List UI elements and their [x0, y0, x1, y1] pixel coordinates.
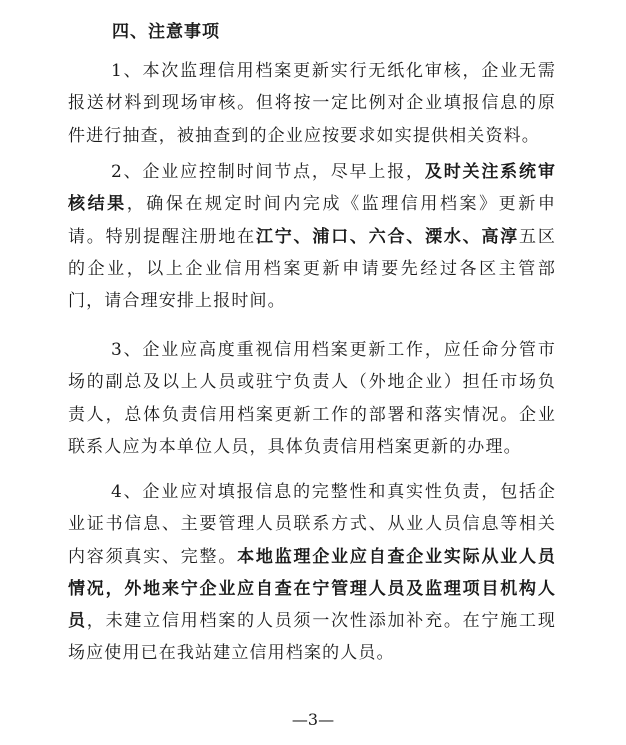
paragraph-2-text-end: 五区的企业，以上企业信用档案更新申请要先经过各区主管部门，请合理安排上报时间。: [68, 226, 556, 312]
paragraph-4: [68, 476, 556, 670]
section-heading: 四、注意事项: [112, 22, 220, 42]
paragraph-2-text: 2、企业应控制时间节点，尽早上报，: [111, 162, 425, 182]
paragraph-4-emphasis: 本地监理企业应自查企业实际从业人员情况，外地来宁企业应自查在宁管理人员及监理项目机构人员: [68, 546, 556, 632]
paragraph-1: [68, 55, 556, 152]
paragraph-1-text: 1、本次监理信用档案更新实行无纸化审核，企业无需报送材料到现场审核。但将按一定比例对企业填报信息的原件进行抽查，被抽查到的企业应按要求如实提供相关资料。: [68, 61, 556, 146]
page-number: —3—: [291, 710, 335, 729]
paragraph-2-emphasis-districts: 江宁、浦口、六合、溧水、高淳: [255, 226, 520, 247]
paragraph-3-text: 3、企业应高度重视信用档案更新工作，应任命分管市场的副总及以上人员或驻宁负责人（外地企业）担任市场负责人，总体负责信用档案更新工作的部署和落实情况。企业联系人应为本单位人员，具体负责信用档案更新的办理。: [68, 340, 556, 457]
paragraph-3: [68, 334, 556, 463]
paragraph-2-text-cont: ，确保在规定时间内完成《监理信用档案》更新申请。特别提醒注册地在: [68, 194, 556, 247]
paragraph-4-text: 4、企业应对填报信息的完整性和真实性负责，包括企业证书信息、主要管理人员联系方式、从业人员信息等相关内容须真实、完整。: [68, 482, 556, 567]
paragraph-4-text-end: ，未建立信用档案的人员须一次性添加补充。在宁施工现场应使用已在我站建立信用档案的人员。: [68, 611, 556, 664]
paragraph-2-emphasis-review: 及时关注系统审核结果: [68, 162, 556, 215]
paragraph-2: [68, 156, 556, 317]
